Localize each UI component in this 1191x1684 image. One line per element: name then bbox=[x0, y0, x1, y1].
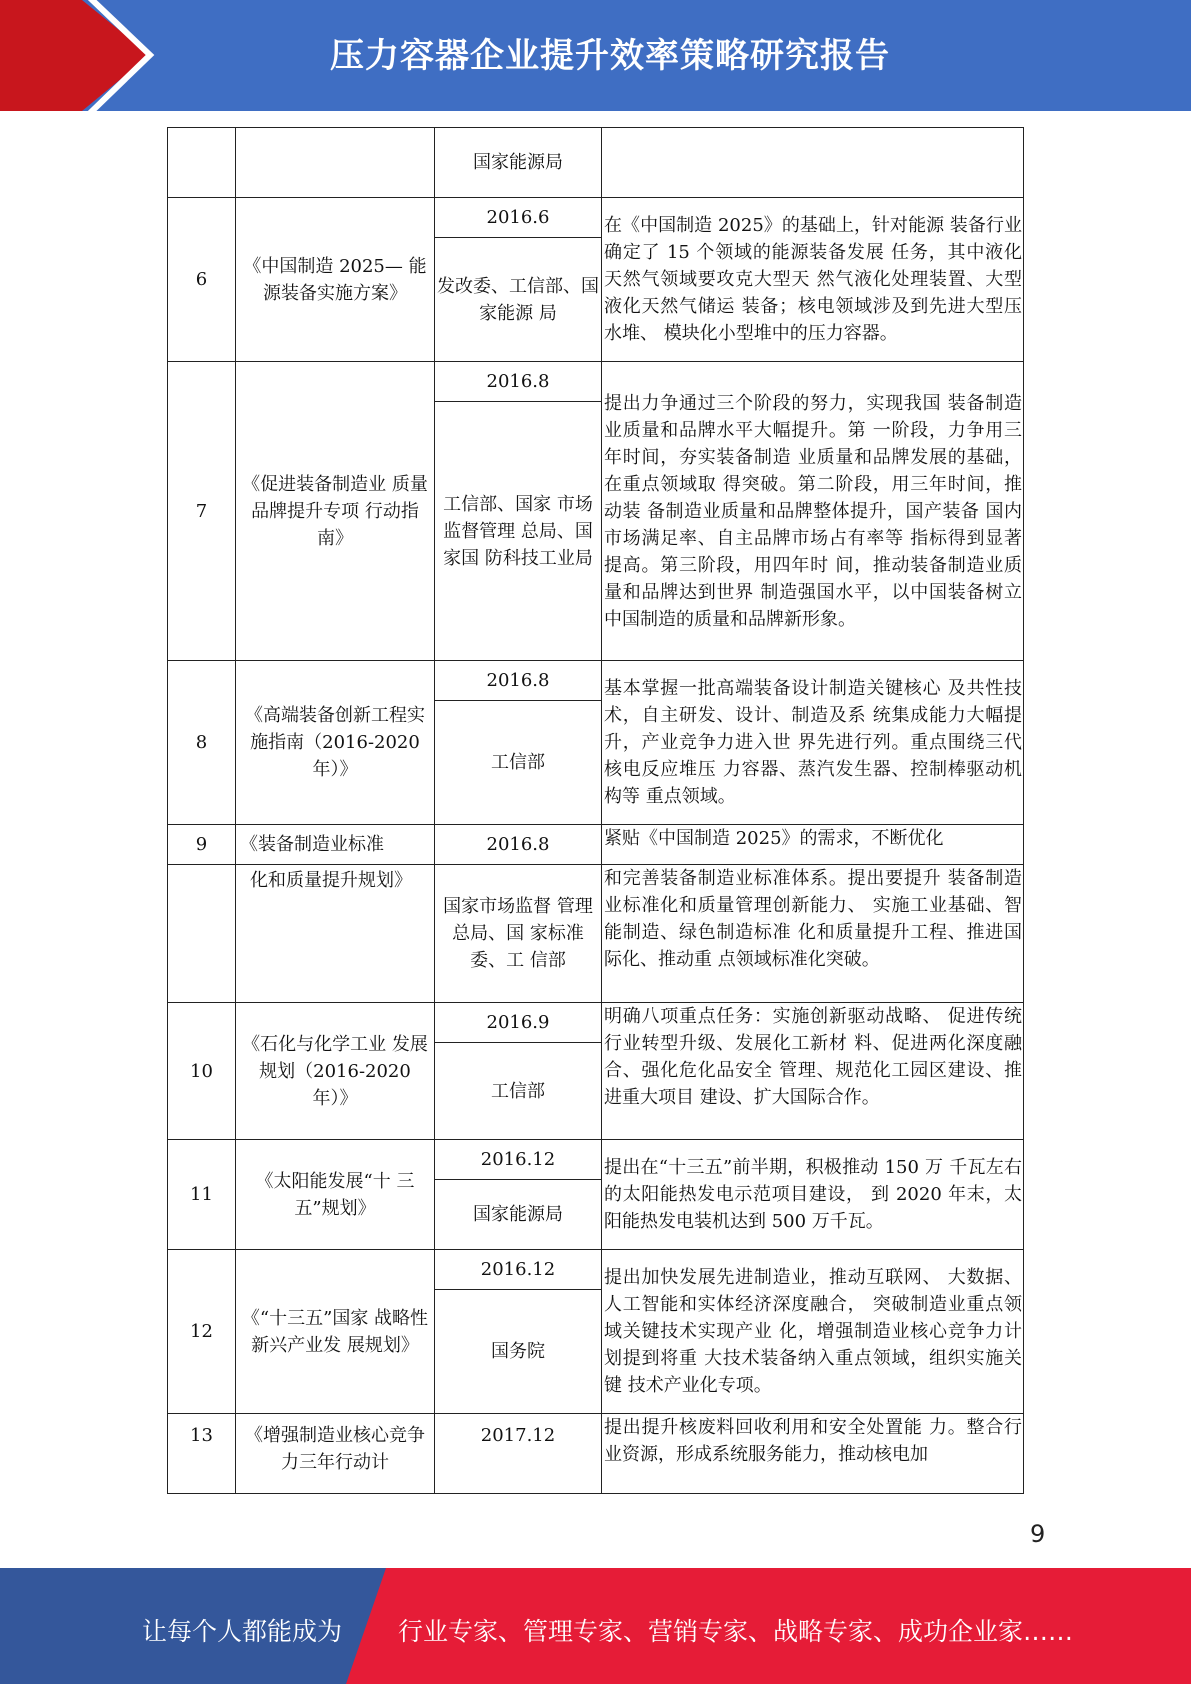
page-number: 9 bbox=[1030, 1520, 1046, 1548]
row-number: 11 bbox=[168, 1140, 236, 1250]
table-row bbox=[168, 1003, 1024, 1043]
policy-description: 提出在“十三五”前半期，积极推动 150 万 千瓦左右的太阳能热发电示范项目建设， 到 2020 年末，太阳能热发电装机达到 500 万千瓦。 bbox=[602, 1140, 1024, 1250]
row-number: 6 bbox=[168, 198, 236, 362]
policy-department: 工信部 bbox=[435, 1043, 602, 1140]
policy-name: 《促进装备制造业 质量品牌提升专项 行动指南》 bbox=[236, 362, 435, 661]
policy-name: 《太阳能发展“十 三五”规划》 bbox=[236, 1140, 435, 1250]
policy-department: 国务院 bbox=[435, 1290, 602, 1414]
row-number: 7 bbox=[168, 362, 236, 661]
policy-table-container bbox=[167, 127, 1023, 1473]
row-number: 9 bbox=[168, 825, 236, 865]
policy-department: 工信部、国家 市场监督管理 总局、国家国 防科技工业局 bbox=[435, 402, 602, 661]
policy-name: 《中国制造 2025— 能源装备实施方案》 bbox=[236, 198, 435, 362]
policy-name: 化和质量提升规划》 bbox=[236, 865, 435, 1003]
policy-description bbox=[602, 128, 1024, 198]
table-row bbox=[168, 128, 1024, 198]
row-number: 13 bbox=[168, 1414, 236, 1494]
policy-date: 2017.12 bbox=[435, 1414, 602, 1494]
policy-table bbox=[167, 127, 1024, 1494]
policy-description: 提出力争通过三个阶段的努力，实现我国 装备制造业质量和品牌水平大幅提升。第 一阶段，力争用三年时间，夯实装备制造 业质量和品牌发展的基础，在重点领域取 得突破。第二阶段，用三年时间，推动装 备制造业质量和品牌整体提升，国产装备 国内市场满足率、自主品牌市场占有率等 指标得到显著提高。第三阶段，用四年时 间，推动装备制造业质量和品牌达到世界 制造强国水平，以中国装备树立中国制造的质量和品牌新形象。 bbox=[602, 362, 1024, 661]
row-number: 10 bbox=[168, 1003, 236, 1140]
table-row bbox=[168, 1250, 1024, 1290]
policy-date: 2016.8 bbox=[435, 362, 602, 402]
policy-department: 国家能源局 bbox=[435, 1180, 602, 1250]
policy-date: 2016.12 bbox=[435, 1250, 602, 1290]
table-row bbox=[168, 198, 1024, 238]
row-number bbox=[168, 128, 236, 198]
table-row bbox=[168, 825, 1024, 865]
policy-date: 2016.12 bbox=[435, 1140, 602, 1180]
footer-slogan-left: 让每个人都能成为 bbox=[142, 1617, 343, 1646]
policy-description: 和完善装备制造业标准体系。提出要提升 装备制造业标准化和质量管理创新能力、 实施工业基础、智能制造、绿色制造标准 化和质量提升工程、推进国际化、推动重 点领域标准化突破。 bbox=[602, 865, 1024, 1003]
table-row bbox=[168, 362, 1024, 402]
policy-name: 《增强制造业核心竞争力三年行动计 bbox=[236, 1414, 435, 1494]
policy-date: 2016.8 bbox=[435, 661, 602, 701]
policy-description: 在《中国制造 2025》的基础上，针对能源 装备行业确定了 15 个领域的能源装备发展 任务，其中液化天然气领域要攻克大型天 然气液化处理装置、大型液化天然气储运 装备；核电领域涉及到先进大型压水堆、 模块化小型堆中的压力容器。 bbox=[602, 198, 1024, 362]
policy-name: 《装备制造业标准 bbox=[236, 825, 435, 865]
policy-date: 2016.6 bbox=[435, 198, 602, 238]
policy-description: 提出提升核废料回收利用和安全处置能 力。整合行业资源，形成系统服务能力，推动核电加 bbox=[602, 1414, 1024, 1494]
policy-description: 提出加快发展先进制造业，推动互联网、 大数据、人工智能和实体经济深度融合， 突破制造业重点领域关键技术实现产业 化，增强制造业核心竞争力计划提到将重 大技术装备纳入重点领域，组织实施关键 技术产业化专项。 bbox=[602, 1250, 1024, 1414]
policy-department: 国家能源局 bbox=[435, 128, 602, 198]
policy-description: 基本掌握一批高端装备设计制造关键核心 及共性技术，自主研发、设计、制造及系 统集成能力大幅提升，产业竞争力进入世 界先进行列。重点围绕三代核电反应堆压 力容器、蒸汽发生器、控制棒驱动机构等 重点领域。 bbox=[602, 661, 1024, 825]
policy-name: 《石化与化学工业 发展规划（2016-2020 年）》 bbox=[236, 1003, 435, 1140]
table-row bbox=[168, 1414, 1024, 1494]
policy-department: 国家市场监督 管理总局、国 家标准委、工 信部 bbox=[435, 865, 602, 1003]
footer-slogan-right: 行业专家、管理专家、营销专家、战略专家、成功企业家…… bbox=[398, 1617, 1074, 1646]
policy-department: 发改委、工信部、国家能源 局 bbox=[435, 238, 602, 362]
policy-date: 2016.9 bbox=[435, 1003, 602, 1043]
report-title: 压力容器企业提升效率策略研究报告 bbox=[330, 36, 890, 76]
policy-name: 《高端装备创新工程实施指南（2016-2020 年）》 bbox=[236, 661, 435, 825]
policy-name: 《“十三五”国家 战略性新兴产业发 展规划》 bbox=[236, 1250, 435, 1414]
row-number bbox=[168, 865, 236, 1003]
row-number: 8 bbox=[168, 661, 236, 825]
page-footer bbox=[0, 1568, 1191, 1684]
table-row bbox=[168, 865, 1024, 1003]
row-number: 12 bbox=[168, 1250, 236, 1414]
table-row bbox=[168, 661, 1024, 701]
policy-description: 紧贴《中国制造 2025》的需求，不断优化 bbox=[602, 825, 1024, 865]
page-header bbox=[0, 0, 1191, 111]
policy-name bbox=[236, 128, 435, 198]
policy-description: 明确八项重点任务：实施创新驱动战略、 促进传统行业转型升级、发展化工新材 料、促进两化深度融合、强化危化品安全 管理、规范化工园区建设、推进重大项目 建设、扩大国际合作。 bbox=[602, 1003, 1024, 1140]
policy-date: 2016.8 bbox=[435, 825, 602, 865]
table-row bbox=[168, 1140, 1024, 1180]
policy-department: 工信部 bbox=[435, 701, 602, 825]
